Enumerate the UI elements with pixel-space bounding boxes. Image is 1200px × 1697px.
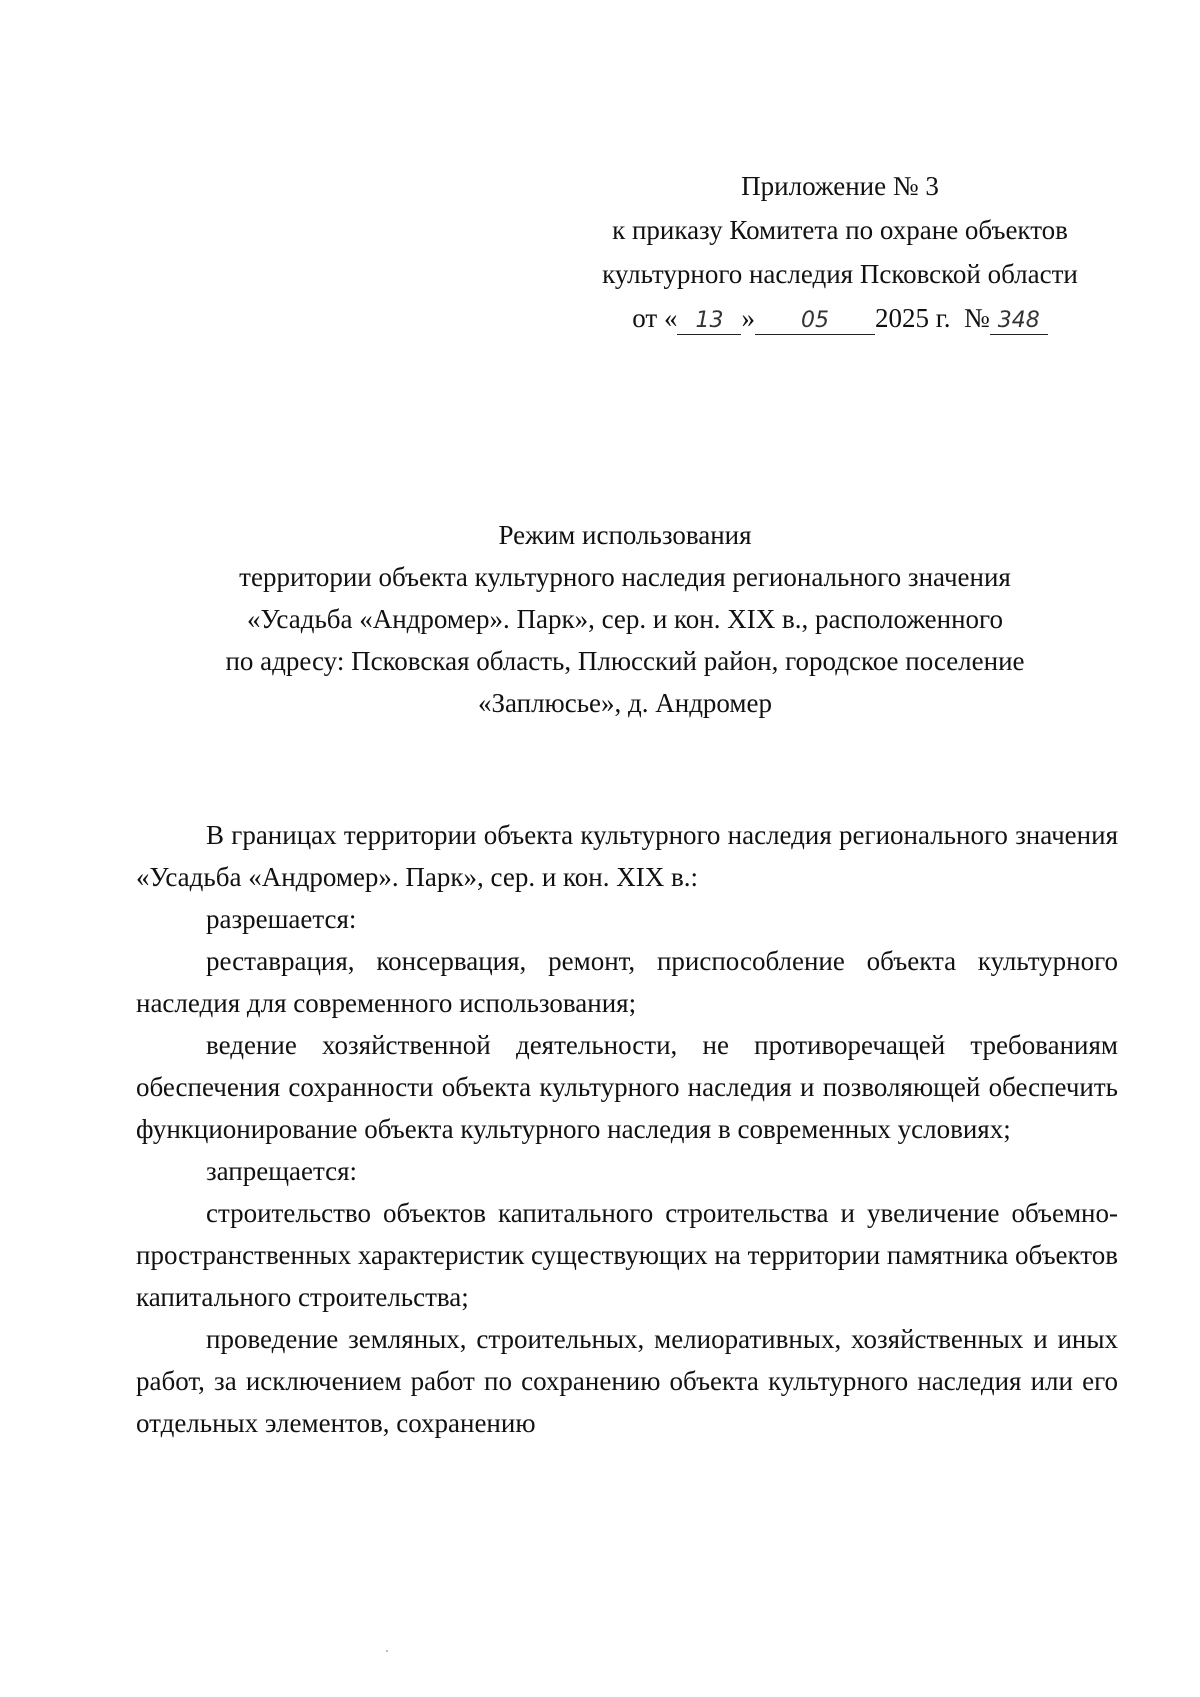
handwritten-order-number: 348	[990, 308, 1048, 335]
intro-paragraph: В границах территории объекта культурного наследия регионального значения «Усадьба «Андромер». Парк», сер. и кон. XIX в.:	[136, 820, 1118, 892]
appendix-title: Приложение № 3	[741, 171, 939, 201]
date-mid: »	[741, 303, 755, 333]
appendix-header	[560, 164, 1120, 340]
forbidden-item-earthworks: проведение земляных, строительных, мелиоративных, хозяйственных и иных работ, за исключением работ по сохранению объекта культурного наследия или его отдельных элементов, сохранению	[136, 1324, 1118, 1438]
order-date-line	[560, 296, 1120, 340]
forbidden-label: запрещается:	[206, 1156, 358, 1186]
number-prefix: №	[963, 303, 990, 333]
title-line-5: «Заплюсье», д. Андромер	[477, 688, 772, 718]
document-body	[136, 814, 1118, 1444]
allowed-label: разрешается:	[206, 904, 357, 934]
scan-artifact	[386, 1650, 388, 1652]
order-reference-line-2: культурного наследия Псковской области	[602, 259, 1078, 289]
document-title	[120, 514, 1130, 724]
forbidden-item-construction: строительство объектов капитального строительства и увеличение объемно-пространственных характеристик существующих на территории памятника объектов капитального строительства;	[136, 1198, 1118, 1312]
date-prefix: от «	[632, 303, 678, 333]
title-line-1: Режим использования	[498, 520, 752, 550]
order-reference-line-1: к приказу Комитета по охране объектов	[612, 215, 1068, 245]
allowed-item-restoration: реставрация, консервация, ремонт, приспособление объекта культурного наследия для современного использования;	[136, 946, 1118, 1018]
handwritten-day: 13	[677, 308, 741, 335]
date-year: 2025 г.	[874, 303, 951, 333]
title-line-4: по адресу: Псковская область, Плюсский район, городское поселение	[225, 646, 1025, 676]
title-line-2: территории объекта культурного наследия регионального значения	[239, 562, 1011, 592]
allowed-item-economic-activity: ведение хозяйственной деятельности, не противоречащей требованиям обеспечения сохранности объекта культурного наследия и позволяющей обеспечить функционирование объекта культурного наследия в современных условиях;	[136, 1030, 1118, 1144]
handwritten-month: 05	[755, 308, 875, 335]
title-line-3: «Усадьба «Андромер». Парк», сер. и кон. XIX в., расположенного	[247, 604, 1003, 634]
